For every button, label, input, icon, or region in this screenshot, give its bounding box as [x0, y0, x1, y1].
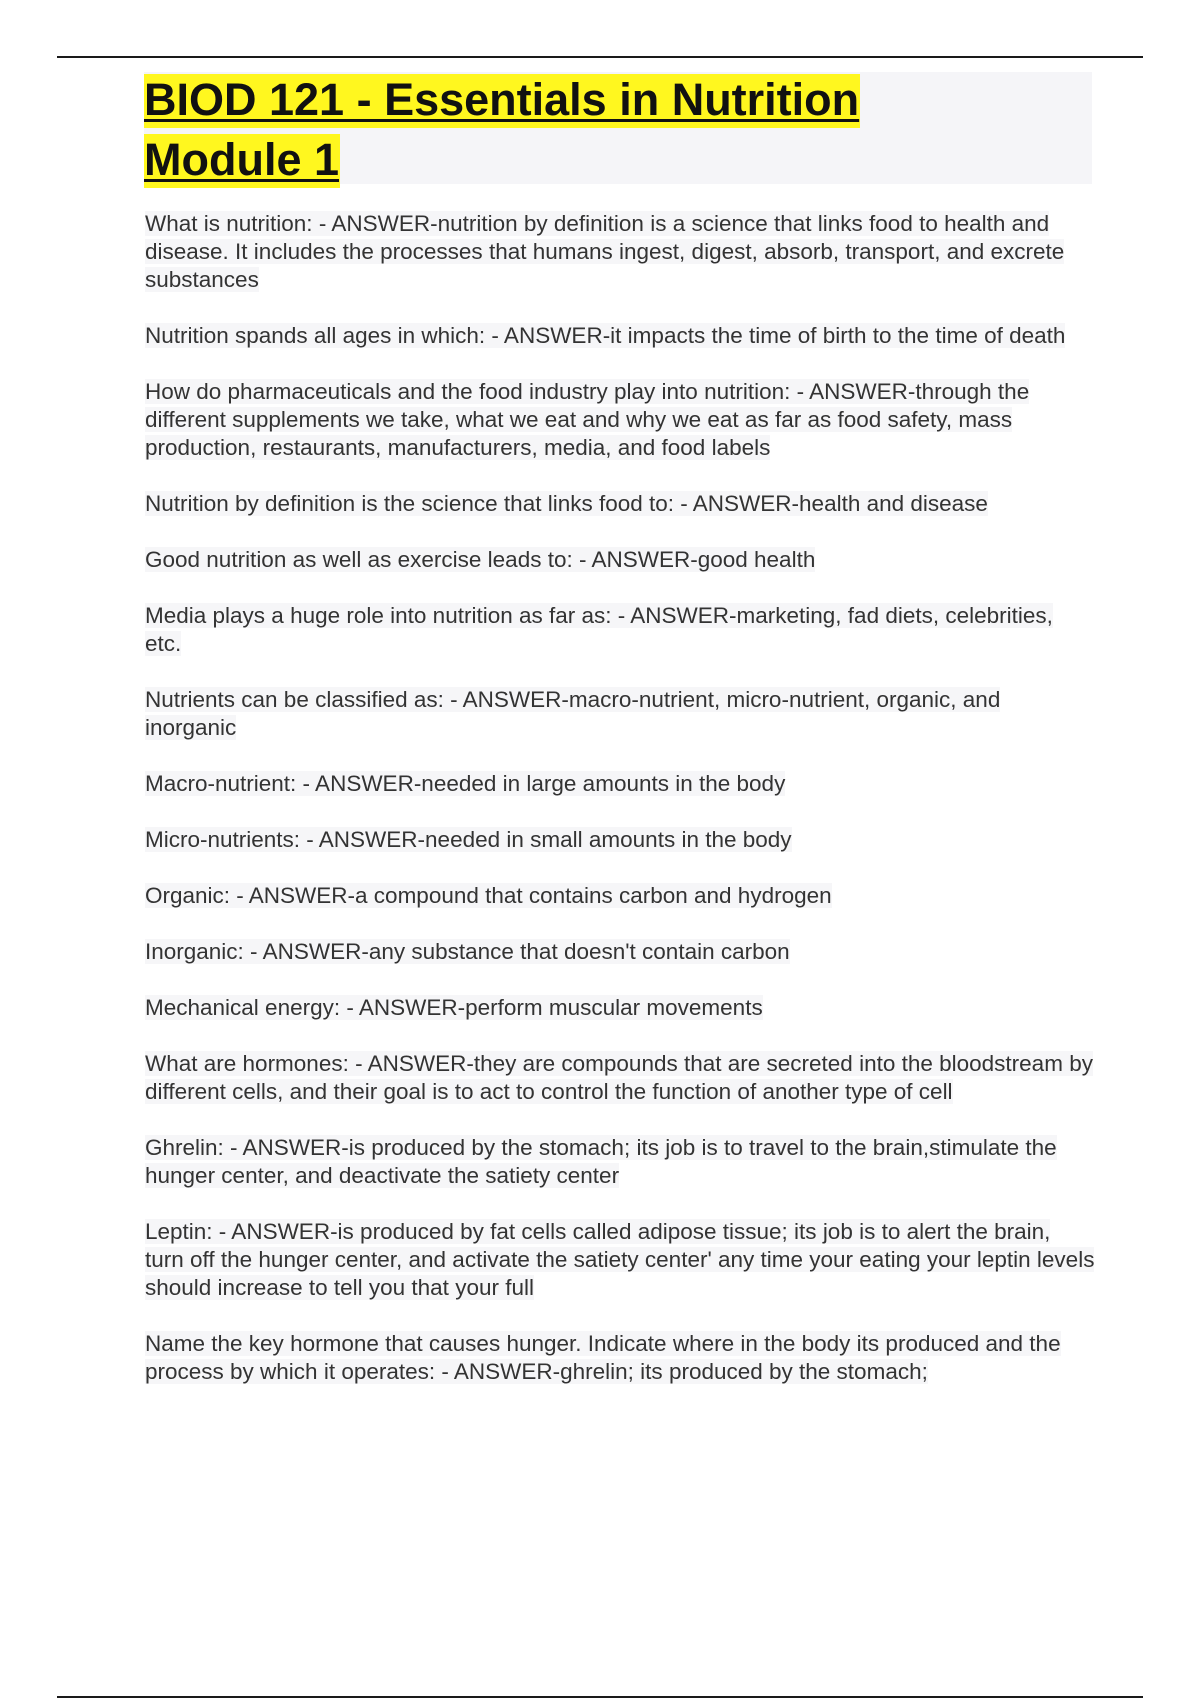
qa-text: Macro-nutrient: - ANSWER-needed in large amounts in the body [145, 771, 786, 796]
title-line-2: Module 1 [144, 134, 340, 188]
qa-text: Mechanical energy: - ANSWER-perform muscular movements [145, 995, 763, 1020]
qa-item [145, 210, 1095, 294]
qa-text: How do pharmaceuticals and the food industry play into nutrition: - ANSWER-through the different supplements we take, what we eat and why we eat as far as food safety, mass production, restaurants, manufacturers, media, and food labels [145, 379, 1030, 460]
qa-item [145, 1134, 1095, 1190]
qa-text: What are hormones: - ANSWER-they are compounds that are secreted into the bloodstream by different cells, and their goal is to act to control the function of another type of cell [145, 1051, 1093, 1104]
qa-item [145, 322, 1095, 350]
qa-item [145, 1218, 1095, 1302]
qa-text: Nutrition spands all ages in which: - ANSWER-it impacts the time of birth to the time of death [145, 323, 1066, 348]
qa-text: Good nutrition as well as exercise leads to: - ANSWER-good health [145, 547, 816, 572]
qa-text: Micro-nutrients: - ANSWER-needed in small amounts in the body [145, 827, 792, 852]
qa-text: Inorganic: - ANSWER-any substance that doesn't contain carbon [145, 939, 790, 964]
qa-item [145, 378, 1095, 462]
page-title [144, 72, 1092, 192]
qa-item [145, 882, 1095, 910]
qa-item [145, 1330, 1095, 1386]
qa-item [145, 490, 1095, 518]
qa-item [145, 546, 1095, 574]
qa-text: Leptin: - ANSWER-is produced by fat cells called adipose tissue; its job is to alert the brain, turn off the hunger center, and activate the satiety center' any time your eating your leptin levels should increase to tell you that your full [145, 1219, 1095, 1300]
qa-text: Nutrients can be classified as: - ANSWER-macro-nutrient, micro-nutrient, organic, and inorganic [145, 687, 1001, 740]
qa-item [145, 826, 1095, 854]
title-block [144, 72, 1092, 184]
qa-text: What is nutrition: - ANSWER-nutrition by definition is a science that links food to health and disease. It includes the processes that humans ingest, digest, absorb, transport, and excrete substances [145, 211, 1065, 292]
qa-text: Media plays a huge role into nutrition as far as: - ANSWER-marketing, fad diets, celebrities, etc. [145, 603, 1053, 656]
title-line-1: BIOD 121 - Essentials in Nutrition [144, 74, 860, 128]
qa-item [145, 1050, 1095, 1106]
qa-text: Ghrelin: - ANSWER-is produced by the stomach; its job is to travel to the brain,stimulate the hunger center, and deactivate the satiety center [145, 1135, 1057, 1188]
qa-item [145, 602, 1095, 658]
qa-item [145, 994, 1095, 1022]
qa-list [145, 210, 1095, 1414]
qa-text: Name the key hormone that causes hunger. Indicate where in the body its produced and the process by which it operates: - ANSWER-ghrelin; its produced by the stomach; [145, 1331, 1061, 1384]
qa-text: Organic: - ANSWER-a compound that contains carbon and hydrogen [145, 883, 832, 908]
qa-item [145, 770, 1095, 798]
top-rule [57, 56, 1143, 58]
qa-item [145, 938, 1095, 966]
qa-text: Nutrition by definition is the science that links food to: - ANSWER-health and disease [145, 491, 988, 516]
bottom-rule [57, 1696, 1143, 1698]
qa-item [145, 686, 1095, 742]
